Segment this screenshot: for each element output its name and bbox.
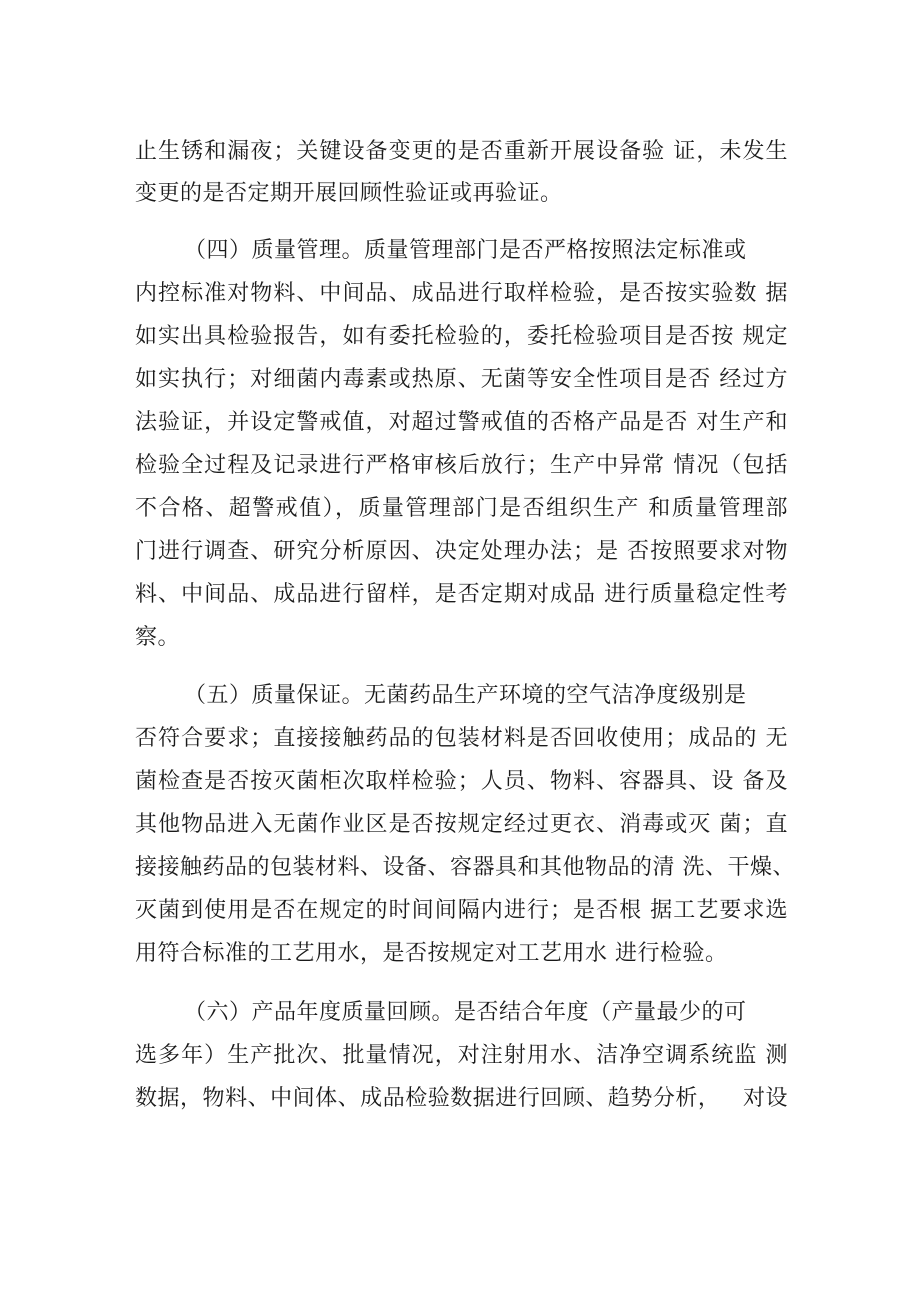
paragraph-heading-line: （四）质量管理。质量管理部门是否严格按照法定标准或 — [184, 238, 747, 263]
text-line: 门进行调查、研究分析原因、决定处理办法；是 否按照要求对物 — [135, 539, 788, 564]
text-line: 法验证，并设定警戒值，对超过警戒值的否格产品是否 对生产和 — [135, 410, 788, 435]
text-line: 菌检查是否按灭菌柜次取样检验；人员、物料、容器具、设 备及 — [135, 769, 788, 794]
text-line: 选多年）生产批次、批量情况，对注射用水、洁净空调系统监 测 — [135, 1043, 788, 1068]
text-line: 内控标准对物料、中间品、成品进行取样检验，是否按实验数 据 — [135, 281, 788, 306]
text-line: 变更的是否定期开展回顾性验证或再验证。 — [135, 181, 563, 206]
text-line: 用符合标准的工艺用水，是否按规定对工艺用水 进行检验。 — [135, 941, 728, 966]
paragraph-heading-line: （六）产品年度质量回顾。是否结合年度（产量最少的可 — [184, 1000, 747, 1025]
text-line: 灭菌到使用是否在规定的时间间隔内进行；是否根 据工艺要求选 — [135, 898, 788, 923]
paragraph-heading-line: （五）质量保证。无菌药品生产环境的空气洁净度级别是 — [184, 683, 747, 708]
text-line: 察。 — [135, 625, 181, 650]
text-line: 料、中间品、成品进行留样，是否定期对成品 进行质量稳定性考 — [135, 582, 788, 607]
text-line: 其他物品进入无菌作业区是否按规定经过更衣、消毒或灭 菌；直 — [135, 812, 788, 837]
text-line: 否符合要求；直接接触药品的包装材料是否回收使用；成品的 无 — [135, 726, 788, 751]
text-line: 数据，物料、中间体、成品检验数据进行回顾、趋势分析， 对设 — [135, 1086, 788, 1111]
text-line: 检验全过程及记录进行严格审核后放行；生产中异常 情况（包括 — [135, 453, 788, 478]
text-line: 不合格、超警戒值），质量管理部门是否组织生产 和质量管理部 — [135, 496, 788, 521]
text-line: 止生锈和漏夜；关键设备变更的是否重新开展设备验 证，未发生 — [135, 139, 788, 164]
text-line: 如实出具检验报告，如有委托检验的，委托检验项目是否按 规定 — [135, 324, 788, 349]
text-line: 如实执行；对细菌内毒素或热原、无菌等安全性项目是否 经过方 — [135, 367, 788, 392]
text-line: 接接触药品的包装材料、设备、容器具和其他物品的清 洗、干燥、 — [135, 855, 795, 880]
